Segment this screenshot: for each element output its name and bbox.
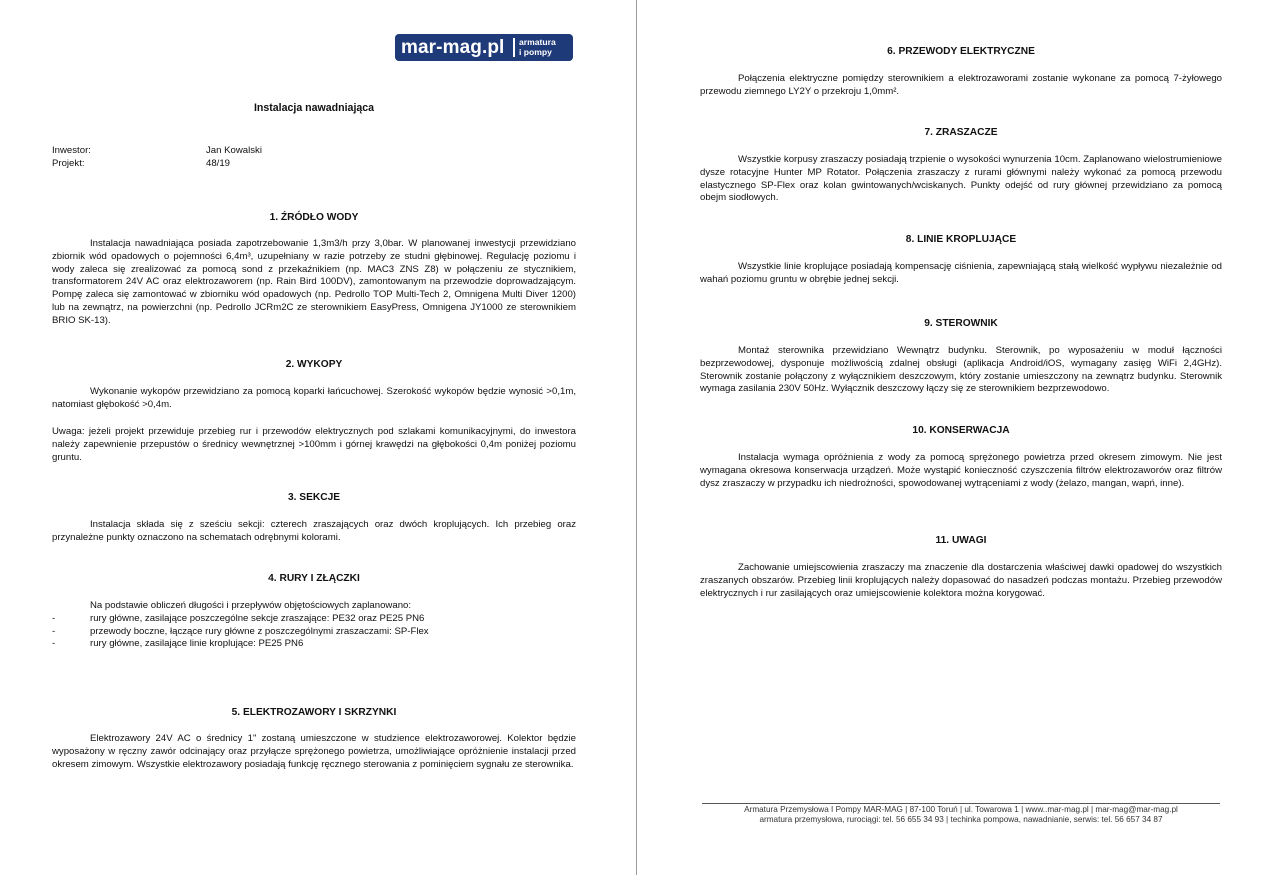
- section-heading-controller: 9. STEROWNIK: [924, 318, 998, 329]
- pipes-list-intro: Na podstawie obliczeń długości i przepływów objętościowych zaplanowano:: [90, 600, 412, 611]
- page-divider: [636, 0, 637, 875]
- meta-label: Inwestor:: [52, 145, 91, 156]
- company-logo: [395, 34, 573, 61]
- section-note-excavations: Uwaga: jeżeli projekt przewiduje przebieg rur i przewodów elektrycznych pod szlakami komunikacyjnymi, do inwestora należy zapewnienie przepustów o średnicy wewnętrznej >100mm i górnej krawędzi na głębokości 0,4m poniżej poziomu gruntu.: [52, 426, 576, 463]
- list-dash: -: [52, 612, 56, 624]
- logo-tagline: [519, 37, 556, 57]
- section-text-drip-lines: Wszystkie linie kroplujące posiadają kompensację ciśnienia, zapewniającą stałą wielkość wypływu niezależnie od wahań poziomu gruntu w obrębie jednej sekcji.: [700, 261, 1222, 285]
- meta-label: Projekt:: [52, 158, 85, 169]
- list-item: [52, 626, 576, 639]
- list-dash: -: [52, 625, 56, 637]
- section-heading-wiring: 6. PRZEWODY ELEKTRYCZNE: [887, 46, 1035, 57]
- section-text-sections: Instalacja składa się z sześciu sekcji: czterech zraszających oraz dwóch kroplujących. Ich przebieg oraz przynależne punkty oznaczono na schematach odrębnymi kolorami.: [52, 519, 576, 543]
- section-heading-sprinklers: 7. ZRASZACZE: [924, 127, 998, 138]
- section-heading-maintenance: 10. KONSERWACJA: [912, 425, 1010, 436]
- section-text-remarks: Zachowanie umiejscowienia zraszaczy ma znaczenie dla dostarczenia właściwej dawki opadowej do wszystkich zraszanych obszarów. Przebieg linii kroplujących należy dopasować do nasadzeń podczas montażu. Przebieg przewodów elektrycznych i rur zasilających oraz umiejscowienie kolektora można korygować.: [700, 562, 1222, 599]
- footer-line-1: Armatura Przemysłowa I Pompy MAR-MAG | 87-100 Toruń | ul. Towarowa 1 | www..mar-mag.pl | mar-mag@mar-mag.pl: [744, 805, 1178, 814]
- logo-separator: [513, 38, 515, 57]
- logo-tagline-line1: armatura: [519, 37, 556, 47]
- section-heading-excavations: 2. WYKOPY: [285, 359, 343, 370]
- list-item: [52, 638, 576, 651]
- section-text-excavations: Wykonanie wykopów przewidziano za pomocą koparki łańcuchowej. Szerokość wykopów będzie wynosić >0,1m, natomiast głębokość >0,4m.: [52, 386, 576, 410]
- section-heading-water-source: 1. ŹRÓDŁO WODY: [269, 212, 359, 223]
- section-text-valves: Elektrozawory 24V AC o średnicy 1" zostaną umieszczone w studzience elektrozaworowej. Kolektor będzie wyposażony w ręczny zawór odcinający oraz przyłącze sprężonego powietrza, umożliwiające opróżnienie instalacji przed okresem zimowym. Wszystkie elektrozawory posiadają funkcję ręcznego sterowania z pominięciem sygnału ze sterownika.: [52, 733, 576, 770]
- section-heading-remarks: 11. UWAGI: [935, 535, 987, 546]
- section-text-wiring: Połączenia elektryczne pomiędzy sterownikiem a elektrozaworami zostanie wykonane za pomocą 7-żyłowego przewodu ziemnego LY2Y o przekroju 1,0mm².: [700, 73, 1222, 97]
- section-text-water-source: Instalacja nawadniająca posiada zapotrzebowanie 1,3m3/h przy 3,0bar. W planowanej inwestycji przewidziano zbiornik wód opadowych o pojemności 6,4m³, uzupełniany w razie potrzeby ze studni głębinowej. Regulację poziomu i wody zaleca się zrealizować za pomocą sond z przekaźnikiem (np. MAC3 ZNS Z8) w połączeniu ze stycznikiem, transformatorem 24V AC oraz elektrozaworem (np. Rain Bird 100DV), zamontowanym na przewodzie doprowadzającym. Pompę zaleca się zamontować w zbiorniku wód opadowych (np. Pedrollo TOP Multi-Tech 2, Omnigena Multi Diver 1200) lub na zewnątrz, na powierzchni (np. Pedrollo JCRm2C ze sterownikiem EasyPress, Omnigena JY1000 ze sterownikiem BRIO SK-13).: [52, 238, 576, 326]
- section-text-sprinklers: Wszystkie korpusy zraszaczy posiadają trzpienie o wysokości wynurzenia 10cm. Zaplanowano wielostrumieniowe dysze rotacyjne Hunter MP Rotator. Połączenia zraszaczy z rurami głównymi należy wykonać za pomocą przewodu elastycznego SP-Flex oraz kolan gwintowanych/wciskanych. Punkty odejść od rury głównej przewidziano za pomocą obejm siodłowych.: [700, 154, 1222, 204]
- document-title: Instalacja nawadniająca: [253, 102, 375, 114]
- footer-rule: [702, 803, 1220, 804]
- page-footer: [702, 803, 1220, 825]
- pipes-list: [52, 600, 576, 651]
- section-heading-sections: 3. SEKCJE: [287, 492, 341, 503]
- section-text-maintenance: Instalacja wymaga opróżnienia z wody za pomocą sprężonego powietrza przed okresem zimowym. Nie jest wymagana okresowa konserwacja urządzeń. Może wystąpić konieczność czyszczenia filtrów elektrozaworów oraz filtrów dysz zraszaczy w przypadku ich niedrożności, spowodowanej wytrąceniami z wody (żelazo, mangan, wapń, inne).: [700, 452, 1222, 489]
- logo-tagline-line2: i pompy: [519, 47, 552, 57]
- section-heading-pipes: 4. RURY I ZŁĄCZKI: [268, 573, 360, 584]
- meta-value: 48/19: [206, 158, 231, 169]
- list-dash: -: [52, 638, 56, 650]
- list-item-text: rury główne, zasilające poszczególne sekcje zraszające: PE32 oraz PE25 PN6: [90, 612, 425, 624]
- meta-value: Jan Kowalski: [206, 145, 262, 156]
- list-item-text: przewody boczne, łączące rury główne z poszczególnymi zraszaczami: SP-Flex: [90, 625, 429, 637]
- section-heading-drip-lines: 8. LINIE KROPLUJĄCE: [905, 234, 1017, 245]
- logo-brand: mar-mag.pl: [401, 37, 505, 58]
- section-heading-valves: 5. ELEKTROZAWORY I SKRZYNKI: [231, 707, 397, 718]
- list-item: [52, 613, 576, 626]
- list-item-text: rury główne, zasilające linie kroplujące: PE25 PN6: [90, 638, 304, 650]
- section-text-controller: Montaż sterownika przewidziano Wewnątrz budynku. Sterownik, po wyposażeniu w moduł łączności bezprzewodowej, dysponuje możliwością zdalnej obsługi (aplikacja Android/iOS, wymagany zasięg WiFi 2,4GHz). Sterownik zostanie połączony z wyłącznikiem deszczowym, który zostanie umieszczony na zewnątrz budynku. Sterownik wymaga zasilania 230V 50Hz. Wyłącznik deszczowy łączy się ze sterownikiem bezprzewodowo.: [700, 345, 1222, 395]
- footer-line-2: armatura przemysłowa, rurociągi: tel. 56 655 34 93 | techinka pompowa, nawadnianie, serwis: tel. 56 657 34 87: [759, 815, 1163, 824]
